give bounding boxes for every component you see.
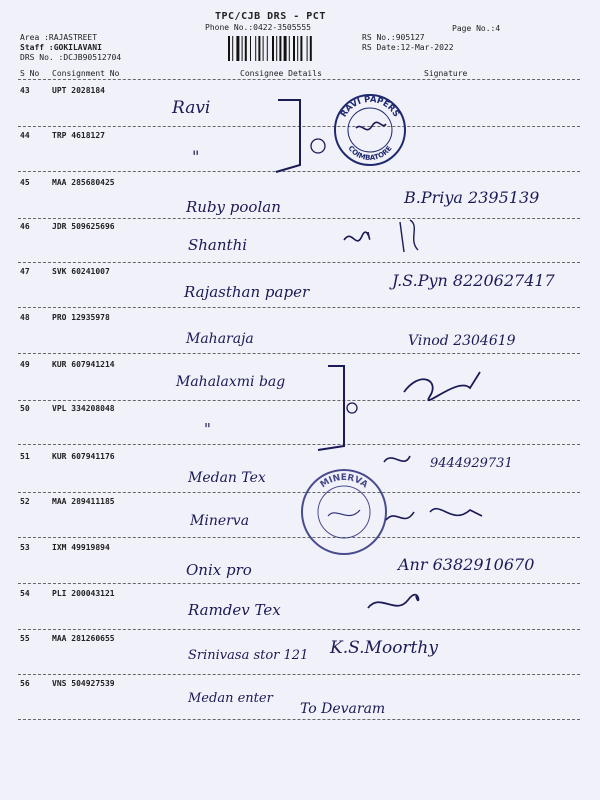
consignment-number: JDR 509625696 (52, 222, 115, 231)
consignee-name: Medan Tex (188, 470, 266, 486)
row-serial-number: 44 (20, 131, 30, 140)
document-title: TPC/CJB DRS - PCT (215, 11, 326, 22)
row-serial-number: 55 (20, 634, 30, 643)
consignment-number: VPL 334208048 (52, 404, 115, 413)
svg-text:RAVI PAPERS (339, 95, 401, 119)
row-serial-number: 46 (20, 222, 30, 231)
row-divider (18, 126, 580, 127)
row-divider (18, 353, 580, 354)
row-serial-number: 45 (20, 178, 30, 187)
signature-text: Vinod 2304619 (408, 333, 516, 349)
consignment-number: KUR 607941214 (52, 360, 115, 369)
consignment-number: IXM 49919894 (52, 543, 110, 552)
consignee-name: Minerva (190, 513, 250, 529)
row-divider (18, 262, 580, 263)
drs-number: DRS No. :DCJB90512704 (20, 53, 122, 62)
column-consignment: Consignment No (52, 69, 120, 78)
row-serial-number: 51 (20, 452, 30, 461)
svg-text:MINERVA (319, 473, 370, 490)
consignment-number: MAA 289411185 (52, 497, 115, 506)
row-serial-number: 56 (20, 679, 30, 688)
consignee-name: " (204, 420, 211, 438)
row-serial-number: 53 (20, 543, 30, 552)
stamp-ravi-top-text: RAVI PAPERS (338, 94, 402, 120)
consignment-number: MAA 281260655 (52, 634, 115, 643)
row-divider (18, 400, 580, 401)
row-divider (18, 629, 580, 630)
row-serial-number: 52 (20, 497, 30, 506)
signature-text: J.S.Pyn 8220627417 (392, 271, 555, 290)
row-divider (18, 583, 580, 584)
consignee-name: Rajasthan paper (184, 283, 310, 301)
signature-text: 9444929731 (430, 456, 513, 471)
consignee-name: Mahalaxmi bag (176, 374, 286, 390)
consignment-number: MAA 285680425 (52, 178, 115, 187)
minerva-stamp (298, 466, 390, 558)
row-divider (18, 719, 580, 720)
consignee-name: Maharaja (186, 331, 254, 347)
consignee-name: Ravi (172, 98, 211, 118)
row-divider (18, 674, 580, 675)
svg-text:COIMBATORE (346, 144, 393, 162)
consignment-number: SVK 60241007 (52, 267, 110, 276)
barcode (228, 36, 350, 61)
stamp-minerva-text: MINERVA (318, 472, 370, 491)
consignee-name: " (192, 147, 200, 166)
consignment-number: PRO 12935978 (52, 313, 110, 322)
row-divider (18, 171, 580, 172)
consignee-name: Shanthi (188, 236, 248, 254)
consignee-name: Medan enter (188, 691, 273, 706)
row-serial-number: 54 (20, 589, 30, 598)
area-label: Area :RAJASTREET (20, 33, 98, 42)
row-divider (18, 307, 580, 308)
consignee-name: Ramdev Tex (188, 601, 281, 619)
staff-label: Staff :GOKILAVANI (20, 43, 102, 52)
consignee-name: Onix pro (186, 561, 252, 579)
row-serial-number: 47 (20, 267, 30, 276)
rs-date: RS Date:12-Mar-2022 (362, 43, 454, 52)
page-number: Page No.:4 (452, 24, 501, 33)
consignment-number: VNS 504927539 (52, 679, 115, 688)
signature-text: K.S.Moorthy (330, 638, 438, 658)
row-divider (18, 218, 580, 219)
row-serial-number: 49 (20, 360, 30, 369)
signature-text: Anr 6382910670 (398, 555, 535, 574)
consignment-number: KUR 607941176 (52, 452, 115, 461)
column-consignee: Consignee Details (240, 69, 322, 78)
consignee-name: Ruby poolan (186, 198, 281, 216)
header-divider (18, 79, 580, 80)
signature-text: To Devaram (300, 701, 386, 717)
row-divider (18, 444, 580, 445)
stamp-ravi-bottom-text: COIMBATORE (346, 144, 394, 163)
row-serial-number: 43 (20, 86, 30, 95)
consignment-number: PLI 200043121 (52, 589, 115, 598)
consignment-number: UPT 2028184 (52, 86, 105, 95)
consignee-name: Srinivasa stor 121 (188, 648, 309, 663)
signature-text: B.Priya 2395139 (404, 188, 540, 207)
column-sno: S No (20, 69, 40, 78)
phone-number: Phone No.:0422-3505555 (205, 23, 311, 32)
ravi-papers-stamp (332, 92, 408, 168)
rs-number: RS No.:905127 (362, 33, 425, 42)
column-signature: Signature (424, 69, 468, 78)
consignment-number: TRP 4618127 (52, 131, 105, 140)
row-serial-number: 50 (20, 404, 30, 413)
row-serial-number: 48 (20, 313, 30, 322)
